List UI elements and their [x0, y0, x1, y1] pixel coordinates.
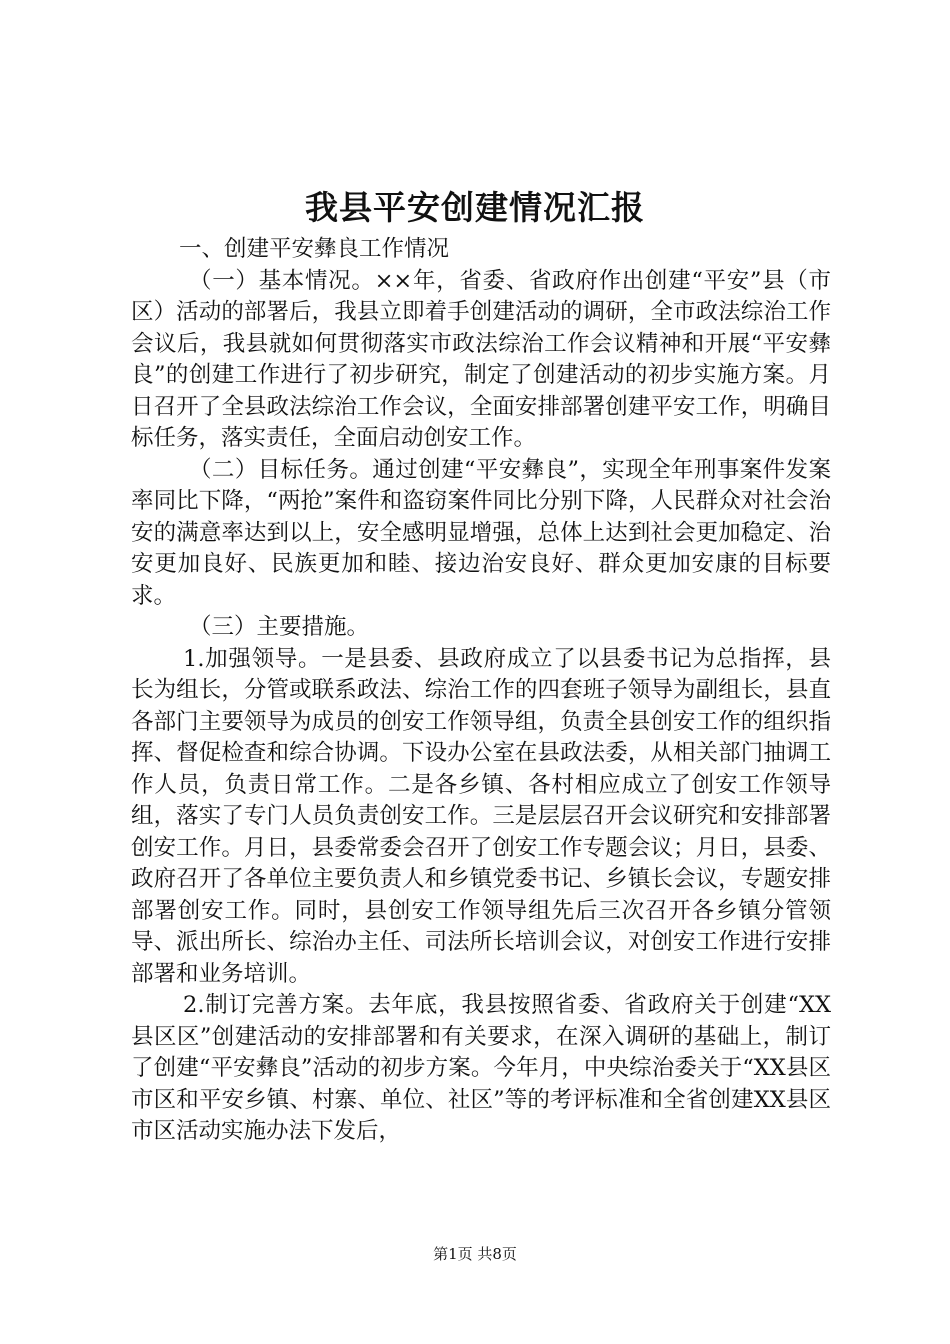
- document-body: [131, 234, 831, 1148]
- page-number-footer: 第1页 共8页: [433, 1245, 517, 1263]
- paragraph-strengthen-leadership: 1.加强领导。一是县委、县政府成立了以县委书记为总指挥，县长为组长，分管或联系政法、综治工作的四套班子领导为副组长，县直各部门主要领导为成员的创安工作领导组，负责全县创安工作的组织指挥、督促检查和综合协调。下设办公室在县政法委，从相关部门抽调工作人员，负责日常工作。二是各乡镇、各村相应成立了创安工作领导组，落实了专门人员负责创安工作。三是层层召开会议研究和安排部署创安工作。月日，县委常委会召开了创安工作专题会议；月日，县委、政府召开了各单位主要负责人和乡镇党委书记、乡镇长会议，专题安排部署创安工作。同时，县创安工作领导组先后三次召开各乡镇分管领导、派出所长、综治办主任、司法所长培训会议，对创安工作进行安排部署和业务培训。: [131, 645, 831, 987]
- paragraph-goals: （二）目标任务。通过创建“平安彝良”，实现全年刑事案件发案率同比下降，“两抢”案件和盗窃案件同比分别下降，人民群众对社会治安的满意率达到以上，安全感明显增强，总体上达到社会更加稳定、治安更加良好、民族更加和睦、接边治安良好、群众更加安康的目标要求。: [131, 456, 831, 609]
- paragraph-main-measures: （三）主要措施。: [189, 614, 370, 640]
- paragraph-basic-situation: （一）基本情况。××年，省委、省政府作出创建“平安”县（市区）活动的部署后，我县立即着手创建活动的调研，全市政法综治工作会议后，我县就如何贯彻落实市政法综治工作会议精神和开展“平安彝良”的创建工作进行了初步研究，制定了创建活动的初步实施方案。月日召开了全县政法综治工作会议，全面安排部署创建平安工作，明确目标任务，落实责任，全面启动创安工作。: [131, 267, 831, 451]
- document-title: 我县平安创建情况汇报: [305, 188, 645, 227]
- section-heading: 一、创建平安彝良工作情况: [179, 236, 450, 262]
- paragraph-improve-plan: 2.制订完善方案。去年底，我县按照省委、省政府关于创建“XX县区区”创建活动的安排部署和有关要求，在深入调研的基础上，制订了创建“平安彝良”活动的初步方案。今年月，中央综治委关于“XX县区市区和平安乡镇、村寨、单位、社区”等的考评标准和全省创建XX县区市区活动实施办法下发后，: [131, 992, 831, 1144]
